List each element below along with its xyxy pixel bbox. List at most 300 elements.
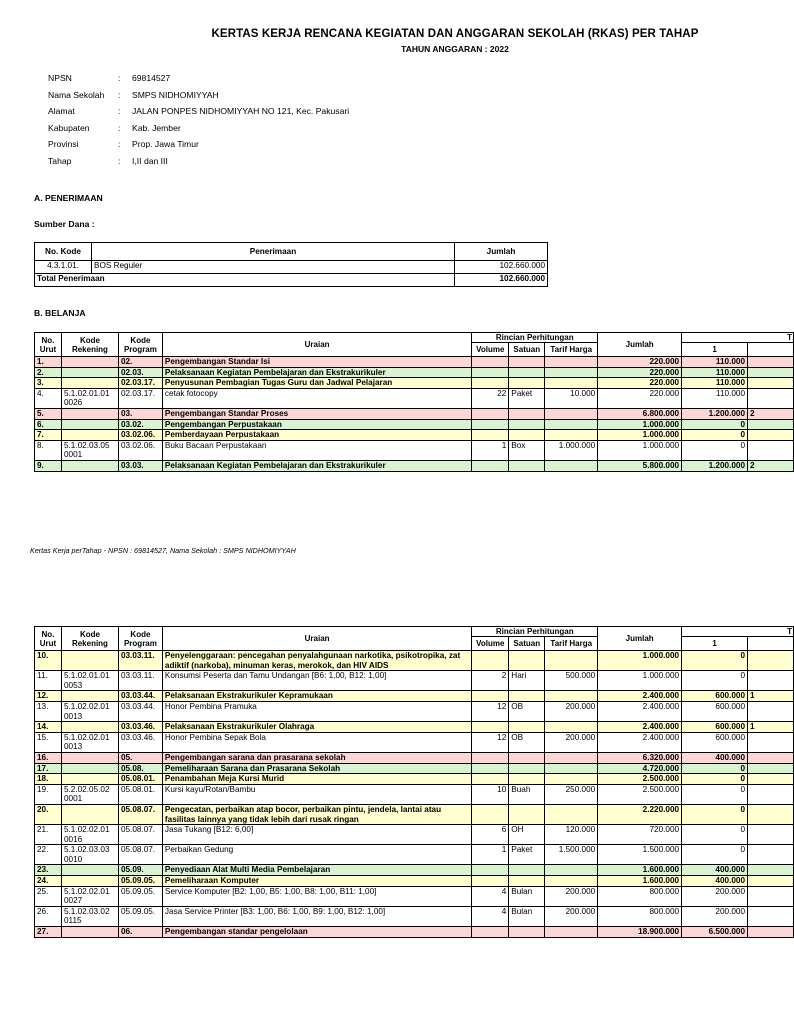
cell-no-urut: 17.	[35, 763, 62, 774]
cell-kode-program: 05.09.05.	[118, 886, 162, 906]
cell-tahap-2: 1	[748, 722, 794, 733]
cell-tahap-2	[748, 845, 794, 865]
belanja-row	[35, 732, 794, 752]
cell-jumlah: 2.400.000	[598, 701, 682, 721]
cell-satuan: Bulan	[509, 886, 545, 906]
total-penerimaan-value: 102.660.000	[455, 274, 548, 287]
cell-no-urut: 22.	[35, 845, 62, 865]
header-jumlah: Jumlah	[598, 333, 682, 357]
cell-tahap-2	[748, 763, 794, 774]
cell-jumlah: 1.000.000	[598, 430, 682, 441]
cell-tarif: 200.000	[545, 886, 598, 906]
cell-uraian: Pengembangan Perpustakaan	[162, 419, 471, 430]
header-no-urut: No. Urut	[35, 627, 62, 651]
belanja-row	[35, 378, 794, 389]
cell-jumlah: 220.000	[598, 367, 682, 378]
cell-no-urut: 26.	[35, 906, 62, 926]
cell-kode-rekening: 5.1.02.02.01 0013	[61, 701, 118, 721]
header-tarif: Tarif Harga	[545, 637, 598, 651]
info-label: Tahap	[48, 155, 72, 166]
cell-tahap-1: 600.000	[682, 691, 748, 702]
cell-tarif: 200.000	[545, 701, 598, 721]
cell-no-urut: 27.	[35, 927, 62, 938]
belanja-row	[35, 357, 794, 368]
cell-tarif: 500.000	[545, 671, 598, 691]
cell-tahap-2	[748, 419, 794, 430]
cell-uraian: Pengembangan Standar Proses	[162, 408, 471, 419]
cell-volume	[472, 804, 509, 824]
belanja-row	[35, 701, 794, 721]
penerimaan-row	[35, 261, 548, 274]
cell-kode-rekening: 5.1.02.01.01 0053	[61, 671, 118, 691]
belanja-row	[35, 722, 794, 733]
cell-jumlah: 1.600.000	[598, 876, 682, 887]
cell-tarif	[545, 408, 598, 419]
cell-kode-rekening	[61, 865, 118, 876]
cell-tahap-1: 0	[682, 419, 748, 430]
info-row	[48, 90, 349, 107]
cell-tahap-1: 0	[682, 845, 748, 865]
cell-uraian: Jasa Service Printer [B3: 1,00, B6: 1,00, B9: 1,00, B12: 1,00]	[162, 906, 471, 926]
cell-tahap-2	[748, 784, 794, 804]
cell-volume	[472, 419, 509, 430]
cell-no-urut: 3.	[35, 378, 62, 389]
cell-tarif	[545, 691, 598, 702]
section-penerimaan-heading: A. PENERIMAAN	[34, 193, 103, 203]
cell-tahap-1: 6.500.000	[682, 927, 748, 938]
header-kode-rekening: Kode Rekening	[61, 627, 118, 651]
cell-volume	[472, 691, 509, 702]
header-rincian: Rincian Perhitungan	[472, 333, 598, 343]
cell-kode-program: 05.09.05.	[118, 876, 162, 887]
cell-no-urut: 25.	[35, 886, 62, 906]
cell-uraian: Pengembangan standar pengelolaan	[162, 927, 471, 938]
info-label: Nama Sekolah	[48, 89, 105, 100]
belanja-row	[35, 804, 794, 824]
cell-volume: 1	[472, 845, 509, 865]
cell-volume	[472, 722, 509, 733]
penerimaan-kode: 4.3.1.01.	[35, 261, 92, 274]
cell-kode-program: 05.08.	[118, 763, 162, 774]
cell-volume	[472, 876, 509, 887]
belanja-row	[35, 784, 794, 804]
header-tahap-1: 1	[682, 343, 748, 357]
cell-no-urut: 23.	[35, 865, 62, 876]
cell-tahap-1: 600.000	[682, 722, 748, 733]
cell-kode-program: 03.02.	[118, 419, 162, 430]
cell-jumlah: 1.000.000	[598, 671, 682, 691]
cell-jumlah: 1.600.000	[598, 865, 682, 876]
cell-no-urut: 2.	[35, 367, 62, 378]
cell-kode-program: 03.03.46.	[118, 722, 162, 733]
header-tahap: T	[682, 627, 794, 637]
cell-uraian: Konsumsi Peserta dan Tamu Undangan [B6: 1,00, B12: 1,00]	[162, 671, 471, 691]
belanja-row	[35, 865, 794, 876]
belanja-row	[35, 460, 794, 471]
cell-volume	[472, 378, 509, 389]
cell-tahap-2	[748, 651, 794, 671]
cell-kode-program: 05.08.07.	[118, 845, 162, 865]
cell-tahap-2	[748, 430, 794, 441]
cell-tahap-2	[748, 752, 794, 763]
cell-tarif	[545, 651, 598, 671]
cell-satuan	[509, 774, 545, 785]
cell-tarif	[545, 752, 598, 763]
cell-volume: 2	[472, 671, 509, 691]
cell-kode-rekening: 5.1.02.02.01 0016	[61, 825, 118, 845]
cell-jumlah: 4.720.000	[598, 763, 682, 774]
cell-tarif	[545, 419, 598, 430]
cell-tarif: 250.000	[545, 784, 598, 804]
cell-satuan	[509, 763, 545, 774]
info-value: 69814527	[132, 73, 171, 83]
header-tarif: Tarif Harga	[545, 343, 598, 357]
header-volume: Volume	[472, 637, 509, 651]
cell-satuan	[509, 876, 545, 887]
cell-jumlah: 720.000	[598, 825, 682, 845]
info-value: SMPS NIDHOMIYYAH	[132, 89, 219, 100]
header-no-kode: No. Kode	[35, 243, 92, 261]
cell-tarif: 1.000.000	[545, 440, 598, 460]
info-row	[48, 123, 349, 140]
cell-tarif	[545, 804, 598, 824]
cell-satuan	[509, 357, 545, 368]
cell-no-urut: 15.	[35, 732, 62, 752]
cell-kode-rekening: 5.1.02.02.01 0013	[61, 732, 118, 752]
belanja-header-row	[35, 627, 794, 637]
belanja-table-2	[34, 626, 794, 938]
cell-no-urut: 6.	[35, 419, 62, 430]
cell-jumlah: 1.000.000	[598, 440, 682, 460]
cell-kode-program: 03.03.11.	[118, 671, 162, 691]
cell-tarif: 200.000	[545, 906, 598, 926]
info-value: I,II dan III	[132, 155, 168, 166]
cell-tahap-1: 1.200.000	[682, 408, 748, 419]
cell-tahap-1: 0	[682, 430, 748, 441]
cell-satuan: Paket	[509, 388, 545, 408]
belanja-row	[35, 906, 794, 926]
cell-volume	[472, 927, 509, 938]
cell-kode-program: 05.	[118, 752, 162, 763]
cell-kode-rekening	[61, 722, 118, 733]
cell-satuan	[509, 419, 545, 430]
penerimaan-total-row	[35, 274, 548, 287]
cell-kode-rekening	[61, 752, 118, 763]
cell-uraian: Honor Pembina Sepak Bola	[162, 732, 471, 752]
cell-uraian: Penyelenggaraan: pencegahan penyalahgunaan narkotika, psikotropika, zat adiktif (narkoba), minuman keras, merokok, dan HIV AIDS	[162, 651, 471, 671]
cell-tahap-2	[748, 732, 794, 752]
belanja-row	[35, 367, 794, 378]
cell-no-urut: 13.	[35, 701, 62, 721]
cell-kode-program: 03.02.06.	[118, 430, 162, 441]
cell-tahap-1: 200.000	[682, 886, 748, 906]
cell-tahap-1: 110.000	[682, 357, 748, 368]
cell-kode-program: 05.08.01.	[118, 774, 162, 785]
cell-uraian: Penambahan Meja Kursi Murid	[162, 774, 471, 785]
total-penerimaan-label: Total Penerimaan	[35, 274, 455, 287]
cell-jumlah: 5.800.000	[598, 460, 682, 471]
cell-satuan	[509, 865, 545, 876]
cell-tarif	[545, 722, 598, 733]
cell-tarif	[545, 865, 598, 876]
cell-jumlah: 2.400.000	[598, 732, 682, 752]
cell-no-urut: 16.	[35, 752, 62, 763]
cell-volume	[472, 763, 509, 774]
cell-tahap-1: 200.000	[682, 906, 748, 926]
cell-uraian: Pengecatan, perbaikan atap bocor, perbaikan pintu, jendela, lantai atau fasilitas lainnya yang tidak lebih dari rusak ringan	[162, 804, 471, 824]
cell-jumlah: 220.000	[598, 378, 682, 389]
cell-kode-program: 05.08.07.	[118, 825, 162, 845]
belanja-row	[35, 845, 794, 865]
header-uraian: Uraian	[162, 627, 471, 651]
cell-tarif	[545, 763, 598, 774]
header-no-urut: No. Urut	[35, 333, 62, 357]
cell-no-urut: 20.	[35, 804, 62, 824]
header-jumlah: Jumlah	[598, 627, 682, 651]
belanja-table-1	[34, 332, 794, 472]
cell-jumlah: 2.500.000	[598, 784, 682, 804]
info-colon: :	[118, 155, 121, 166]
cell-volume: 12	[472, 732, 509, 752]
header-tahap-1: 1	[682, 637, 748, 651]
cell-uraian: Honor Pembina Pramuka	[162, 701, 471, 721]
cell-tarif: 1.500.000	[545, 845, 598, 865]
cell-kode-rekening: 5.1.02.03.02 0115	[61, 906, 118, 926]
cell-kode-rekening	[61, 876, 118, 887]
info-value: Prop. Jawa Timur	[132, 139, 199, 150]
cell-kode-rekening	[61, 430, 118, 441]
cell-jumlah: 2.400.000	[598, 691, 682, 702]
cell-kode-program: 03.03.	[118, 460, 162, 471]
cell-tarif	[545, 367, 598, 378]
header-kode-program: Kode Program	[118, 333, 162, 357]
cell-uraian: Kursi kayu/Rotan/Bambu	[162, 784, 471, 804]
info-label: Alamat	[48, 106, 75, 117]
cell-kode-rekening	[61, 651, 118, 671]
cell-tarif	[545, 460, 598, 471]
cell-tahap-1: 400.000	[682, 865, 748, 876]
info-colon: :	[118, 106, 121, 117]
cell-uraian: Pengembangan sarana dan prasarana sekolah	[162, 752, 471, 763]
cell-tahap-2	[748, 804, 794, 824]
cell-uraian: Pelaksanaan Ekstrakurikuler Olahraga	[162, 722, 471, 733]
cell-volume	[472, 367, 509, 378]
cell-jumlah: 220.000	[598, 388, 682, 408]
belanja-row	[35, 388, 794, 408]
cell-kode-rekening	[61, 927, 118, 938]
info-colon: :	[118, 139, 121, 150]
belanja-row	[35, 825, 794, 845]
cell-satuan: Paket	[509, 845, 545, 865]
header-penerimaan: Penerimaan	[92, 243, 455, 261]
cell-no-urut: 4.	[35, 388, 62, 408]
cell-tahap-1: 400.000	[682, 752, 748, 763]
cell-volume: 4	[472, 886, 509, 906]
cell-kode-program: 02.03.17.	[118, 378, 162, 389]
cell-tarif: 120.000	[545, 825, 598, 845]
cell-tahap-1: 110.000	[682, 388, 748, 408]
cell-kode-program: 02.03.	[118, 367, 162, 378]
cell-satuan	[509, 752, 545, 763]
penerimaan-nama: BOS Reguler	[92, 261, 455, 274]
header-volume: Volume	[472, 343, 509, 357]
cell-no-urut: 24.	[35, 876, 62, 887]
cell-jumlah: 1.500.000	[598, 845, 682, 865]
cell-tarif	[545, 774, 598, 785]
info-colon: :	[118, 89, 121, 100]
cell-no-urut: 14.	[35, 722, 62, 733]
cell-kode-rekening	[61, 763, 118, 774]
cell-tarif: 200.000	[545, 732, 598, 752]
info-colon: :	[118, 122, 121, 133]
cell-tahap-1: 0	[682, 784, 748, 804]
cell-kode-rekening	[61, 408, 118, 419]
cell-kode-rekening	[61, 774, 118, 785]
header-rincian: Rincian Perhitungan	[472, 627, 598, 637]
info-value: Kab. Jember	[132, 122, 181, 133]
penerimaan-jumlah: 102.660.000	[455, 261, 548, 274]
header-uraian: Uraian	[162, 333, 471, 357]
cell-satuan: Buah	[509, 784, 545, 804]
cell-tahap-1: 110.000	[682, 367, 748, 378]
cell-kode-program: 03.02.06.	[118, 440, 162, 460]
cell-uraian: Pemeliharaan Sarana dan Prasarana Sekolah	[162, 763, 471, 774]
cell-volume	[472, 865, 509, 876]
cell-jumlah: 2.500.000	[598, 774, 682, 785]
cell-tahap-2	[748, 876, 794, 887]
cell-tahap-2	[748, 825, 794, 845]
belanja-row	[35, 651, 794, 671]
cell-volume	[472, 460, 509, 471]
cell-uraian: Perbaikan Gedung	[162, 845, 471, 865]
cell-jumlah: 6.320.000	[598, 752, 682, 763]
info-value: JALAN PONPES NIDHOMIYYAH NO 121, Kec. Pakusari	[132, 106, 350, 117]
cell-tahap-2	[748, 440, 794, 460]
cell-satuan	[509, 430, 545, 441]
belanja-row	[35, 671, 794, 691]
cell-kode-program: 02.	[118, 357, 162, 368]
cell-satuan	[509, 408, 545, 419]
cell-satuan: OB	[509, 701, 545, 721]
header-satuan: Satuan	[509, 343, 545, 357]
belanja-header-row	[35, 333, 794, 343]
cell-no-urut: 8.	[35, 440, 62, 460]
cell-tahap-2	[748, 671, 794, 691]
cell-satuan	[509, 460, 545, 471]
cell-kode-rekening	[61, 460, 118, 471]
cell-volume: 12	[472, 701, 509, 721]
cell-satuan	[509, 378, 545, 389]
info-label: Provinsi	[48, 139, 79, 150]
header-tahap: T	[682, 333, 794, 343]
info-label: NPSN	[48, 73, 72, 83]
cell-tahap-2	[748, 378, 794, 389]
cell-tahap-2	[748, 906, 794, 926]
cell-tahap-2	[748, 367, 794, 378]
header-tahap-2	[748, 637, 794, 651]
penerimaan-header-row	[35, 243, 548, 261]
cell-kode-program: 05.09.	[118, 865, 162, 876]
info-row	[48, 106, 349, 123]
cell-volume: 10	[472, 784, 509, 804]
cell-kode-program: 03.	[118, 408, 162, 419]
cell-tahap-2	[748, 388, 794, 408]
cell-kode-program: 05.08.01.	[118, 784, 162, 804]
cell-volume: 6	[472, 825, 509, 845]
cell-no-urut: 11.	[35, 671, 62, 691]
cell-kode-rekening: 5.1.02.03.03 0010	[61, 845, 118, 865]
cell-kode-program: 05.09.05.	[118, 906, 162, 926]
cell-volume	[472, 430, 509, 441]
cell-uraian: Pelaksanaan Kegiatan Pembelajaran dan Ekstrakurikuler	[162, 460, 471, 471]
cell-kode-rekening	[61, 367, 118, 378]
cell-uraian: Penyusunan Pembagian Tugas Guru dan Jadwal Pelajaran	[162, 378, 471, 389]
header-jumlah: Jumlah	[455, 243, 548, 261]
cell-no-urut: 9.	[35, 460, 62, 471]
cell-tahap-2	[748, 927, 794, 938]
cell-tahap-1: 0	[682, 763, 748, 774]
cell-tahap-1: 0	[682, 774, 748, 785]
cell-tahap-2	[748, 886, 794, 906]
page-subtitle: TAHUN ANGGARAN : 2022	[401, 44, 509, 54]
page-footer: Kertas Kerja perTahap - NPSN : 69814527, Nama Sekolah : SMPS NIDHOMIYYAH	[30, 546, 296, 555]
cell-uraian: Buku Bacaan Perpustakaan	[162, 440, 471, 460]
cell-jumlah: 6.800.000	[598, 408, 682, 419]
cell-kode-program: 03.03.46.	[118, 732, 162, 752]
belanja-row	[35, 763, 794, 774]
cell-uraian: Penyediaan Alat Multi Media Pembelajaran	[162, 865, 471, 876]
cell-volume	[472, 408, 509, 419]
cell-satuan: OH	[509, 825, 545, 845]
cell-tahap-1: 0	[682, 651, 748, 671]
cell-volume	[472, 357, 509, 368]
cell-satuan	[509, 691, 545, 702]
cell-volume: 4	[472, 906, 509, 926]
cell-uraian: Jasa Tukang [B12: 6,00]	[162, 825, 471, 845]
cell-no-urut: 18.	[35, 774, 62, 785]
cell-tarif	[545, 378, 598, 389]
cell-satuan	[509, 367, 545, 378]
cell-no-urut: 7.	[35, 430, 62, 441]
belanja-row	[35, 408, 794, 419]
cell-tarif: 10.000	[545, 388, 598, 408]
info-row	[48, 156, 349, 173]
cell-tahap-2	[748, 357, 794, 368]
cell-volume	[472, 651, 509, 671]
cell-tahap-2	[748, 701, 794, 721]
cell-tahap-1: 600.000	[682, 701, 748, 721]
info-row	[48, 139, 349, 156]
cell-no-urut: 1.	[35, 357, 62, 368]
cell-uraian: Pelaksanaan Ekstrakurikuler Kepramukaan	[162, 691, 471, 702]
belanja-row	[35, 752, 794, 763]
belanja-row	[35, 419, 794, 430]
cell-satuan: Box	[509, 440, 545, 460]
cell-tarif	[545, 876, 598, 887]
cell-satuan: OB	[509, 732, 545, 752]
header-tahap-2	[748, 343, 794, 357]
cell-kode-rekening: 5.1.02.03.05 0001	[61, 440, 118, 460]
cell-jumlah: 220.000	[598, 357, 682, 368]
cell-tahap-1: 400.000	[682, 876, 748, 887]
header-satuan: Satuan	[509, 637, 545, 651]
cell-no-urut: 19.	[35, 784, 62, 804]
cell-tahap-1: 110.000	[682, 378, 748, 389]
cell-uraian: Pemeliharaan Komputer	[162, 876, 471, 887]
cell-jumlah: 800.000	[598, 886, 682, 906]
cell-uraian: Pelaksanaan Kegiatan Pembelajaran dan Ekstrakurikuler	[162, 367, 471, 378]
cell-no-urut: 10.	[35, 651, 62, 671]
